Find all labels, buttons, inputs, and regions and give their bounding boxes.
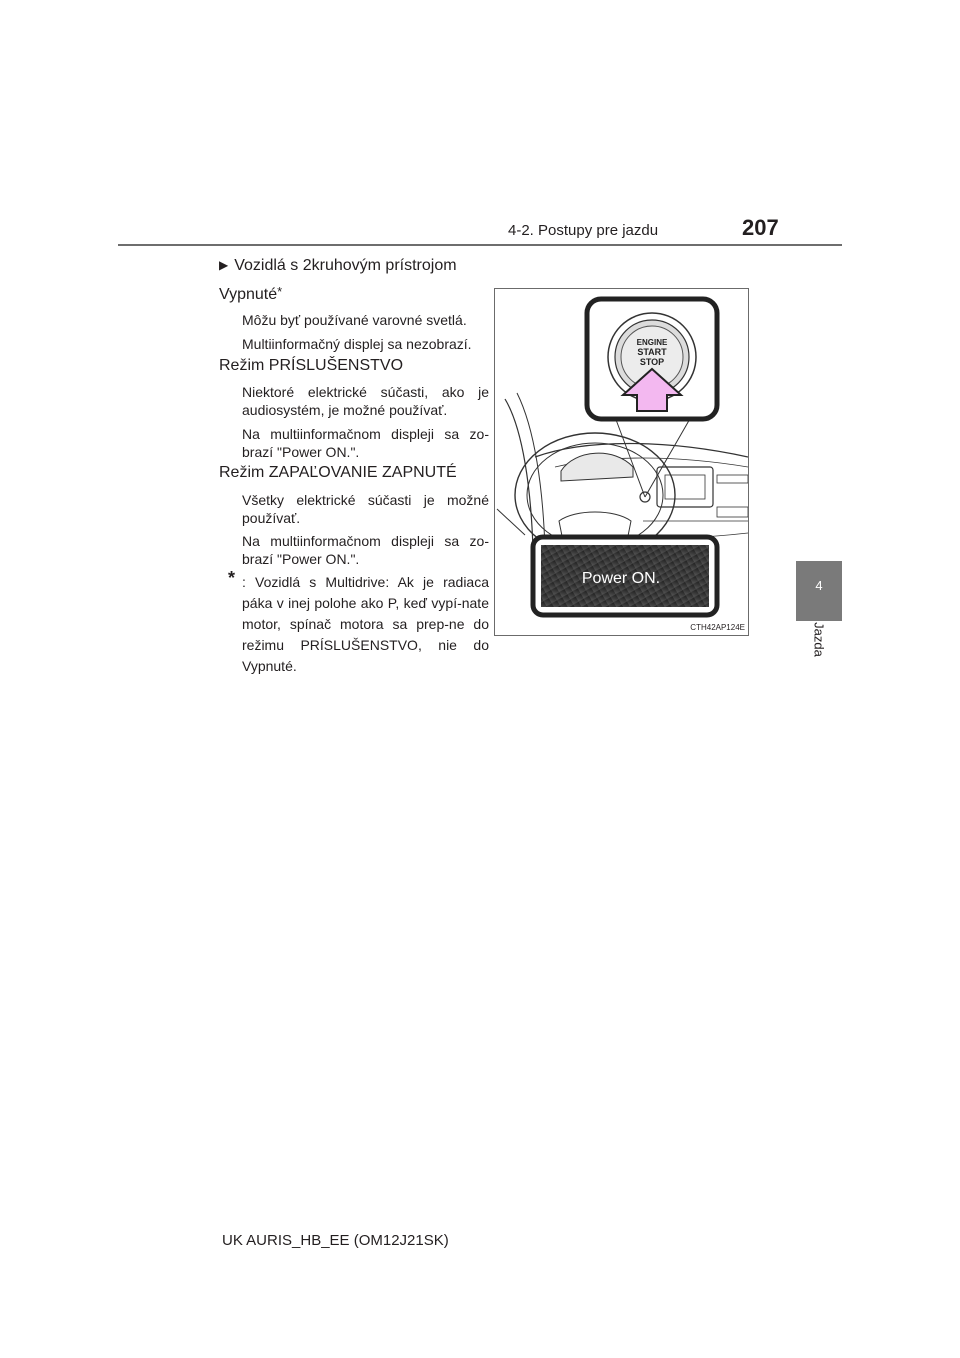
off-line-1: Môžu byť používané varovné svetlá. [242,312,467,328]
subheading [219,257,457,275]
triangle-bullet-icon: ▶ [219,258,229,272]
button-label-stop: STOP [639,357,665,367]
button-label-engine: ENGINE [636,338,668,347]
figure-code: CTH42AP124E [690,623,745,632]
header-divider [118,244,842,246]
footer-model-code: UK AURIS_HB_EE (OM12J21SK) [222,1232,449,1249]
display-text: Power ON. [581,570,661,587]
footnote-text: : Vozidlá s Multidrive: Ak je radiaca páka v inej polohe ako P, keď vypí-nate motor, spínač motora sa prep-ne do režimu PRÍSLUŠENSTVO, nie do Vypnuté. [242,574,489,674]
page-number: 207 [742,215,779,240]
heading-accessory: Režim PRÍSLUŠENSTVO [219,357,404,374]
heading-off-marker: * [277,284,283,299]
chapter-tab-label: Jazda [811,622,827,657]
footnote-marker: * [228,568,236,588]
running-header-section: 4-2. Postupy pre jazdu [508,222,659,239]
heading-ignition: Režim ZAPAĽOVANIE ZAPNUTÉ [219,464,457,481]
accessory-line-2: Na multiinformačnom displeji sa zo-brazí "Power ON.". [242,426,489,460]
ignition-line-2: Na multiinformačnom displeji sa zo-brazí "Power ON.". [242,533,489,567]
ignition-line-1: Všetky elektrické súčasti je možné používať. [242,492,489,526]
subheading-text: Vozidlá s 2kruhovým prístrojom [234,257,457,274]
accessory-line-1: Niektoré elektrické súčasti, ako je audiosystém, je možné používať. [242,384,489,418]
chapter-tab-number: 4 [815,578,823,593]
off-line-2: Multiinformačný displej sa nezobrazí. [242,336,472,352]
illustration-canvas [495,289,748,635]
dashboard-illustration [494,288,749,636]
heading-off-text: Vypnuté [219,286,278,303]
button-label-start: START [637,347,667,357]
heading-off [219,286,282,304]
